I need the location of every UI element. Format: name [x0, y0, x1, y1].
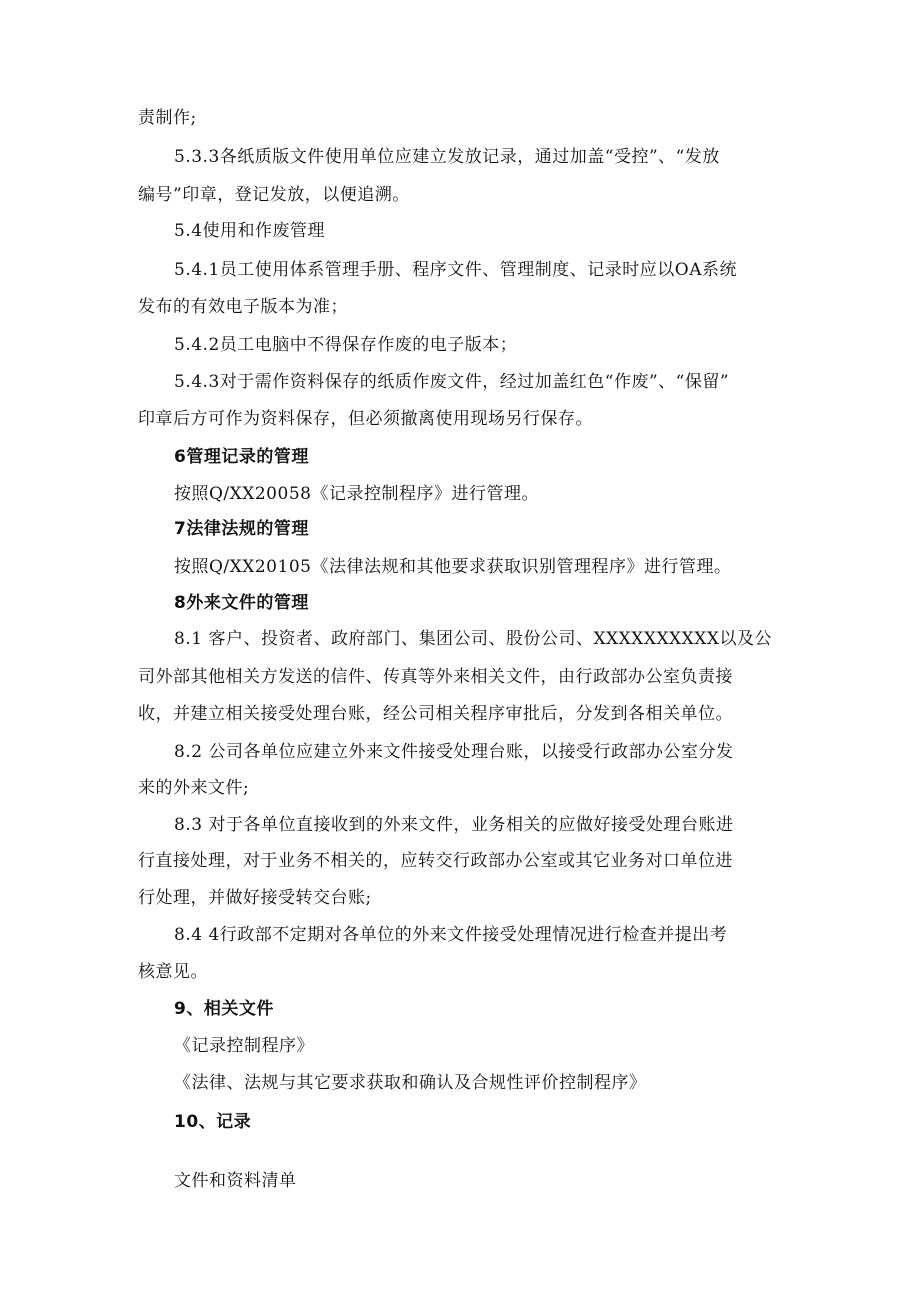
section-heading-6: 6管理记录的管理 — [174, 447, 309, 467]
text-line: 行处理，并做好接受转交台账; — [138, 888, 372, 908]
record-item: 文件和资料清单 — [174, 1171, 297, 1191]
clause-8-4: 8.4 4行政部不定期对各单位的外来文件接受处理情况进行检查并提出考 — [174, 925, 728, 945]
section-heading-8: 8外来文件的管理 — [174, 593, 309, 613]
text-line: 按照Q/XX20105《法律法规和其他要求获取识别管理程序》进行管理。 — [174, 557, 732, 577]
clause-8-2: 8.2 公司各单位应建立外来文件接受处理台账，以接受行政部办公室分发 — [174, 742, 734, 762]
text-line: 印章后方可作为资料保存，但必须撤离使用现场另行保存。 — [138, 409, 593, 429]
text-line: 责制作; — [138, 108, 197, 128]
related-document: 《法律、法规与其它要求获取和确认及合规性评价控制程序》 — [174, 1073, 647, 1093]
text-line: 编号”印章，登记发放，以便追溯。 — [138, 185, 410, 205]
clause-8-3: 8.3 对于各单位直接收到的外来文件，业务相关的应做好接受处理台账进 — [174, 815, 734, 835]
section-heading-9: 9、相关文件 — [174, 999, 274, 1019]
related-document: 《记录控制程序》 — [174, 1036, 314, 1056]
section-heading-7: 7法律法规的管理 — [174, 519, 309, 539]
text-line: 收，并建立相关接受处理台账，经公司相关程序审批后，分发到各相关单位。 — [138, 704, 733, 724]
text-line: 行直接处理，对于业务不相关的，应转交行政部办公室或其它业务对口单位进 — [138, 851, 733, 871]
clause-5-3-3: 5.3.3各纸质版文件使用单位应建立发放记录，通过加盖“受控”、“发放 — [174, 147, 720, 167]
text-line: 来的外来文件; — [138, 778, 250, 798]
clause-8-1: 8.1 客户、投资者、政府部门、集团公司、股份公司、XXXXXXXXXX以及公 — [174, 629, 772, 649]
text-line: 发布的有效电子版本为准； — [138, 297, 348, 317]
clause-5-4-2: 5.4.2员工电脑中不得保存作废的电子版本； — [174, 335, 518, 355]
text-line: 核意见。 — [138, 962, 208, 982]
text-line: 司外部其他相关方发送的信件、传真等外来相关文件，由行政部办公室负责接 — [138, 667, 733, 687]
text-line: 按照Q/XX20058《记录控制程序》进行管理。 — [174, 484, 539, 504]
clause-5-4-1: 5.4.1员工使用体系管理手册、程序文件、管理制度、记录时应以OA系统 — [174, 260, 737, 280]
clause-5-4-3: 5.4.3对于需作资料保存的纸质作废文件，经过加盖红色“作废”、“保留” — [174, 372, 730, 392]
clause-5-4: 5.4使用和作废管理 — [174, 221, 326, 241]
section-heading-10: 10、记录 — [174, 1112, 252, 1132]
